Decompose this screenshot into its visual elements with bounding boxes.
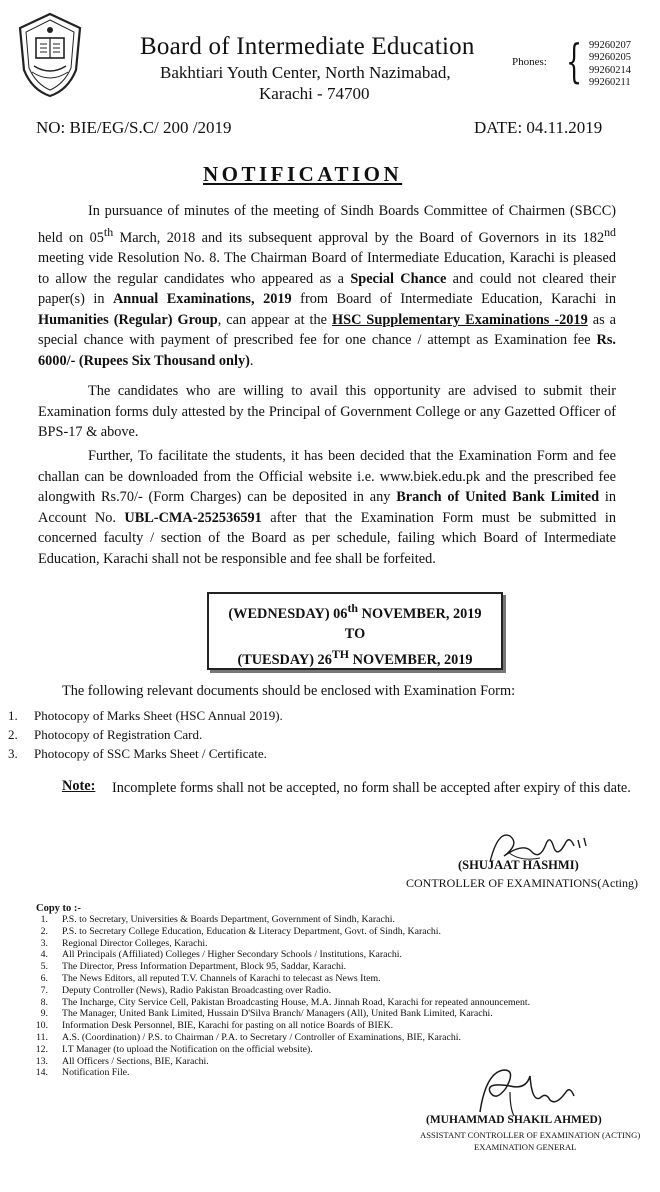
assistant-controller-name: (MUHAMMAD SHAKIL AHMED) [426, 1114, 602, 1126]
note-label: Note: [62, 778, 96, 794]
copy-recipient: All Principals (Affiliated) Colleges / Higher Secondary Schools / Institutions, Karachi. [62, 949, 402, 961]
p3-text: after that the Examination Form must be submitted in concerned faculty / section of the Board as per schedule, failing which Board of Intermediate Education, Karachi shall not be responsible and fee shall be forfeited. [38, 509, 616, 567]
list-item: 6. The News Editors, all reputed T.V. Channels of Karachi to telecast as News Item. [40, 972, 381, 984]
list-item: 12. I.T Manager (to upload the Notification on the official website). [35, 1043, 313, 1055]
controller-name: (SHUJAAT HASHMI) [458, 858, 579, 872]
assistant-controller-title: ASSISTANT CONTROLLER OF EXAMINATION (ACTING) [420, 1130, 641, 1140]
p1-bold: Special Chance [350, 270, 447, 287]
paragraph-2 [38, 381, 616, 443]
phone-number: 99260211 [589, 77, 631, 89]
documents-list [8, 706, 508, 763]
controller-title: CONTROLLER OF EXAMINATIONS(Acting) [406, 876, 638, 890]
p2-text: The candidates who are willing to avail this opportunity are advised to submit their Examination forms duly attested by the Principal of Government College or any Gazetted Officer of BPS-17 & above. [38, 383, 616, 441]
schedule-end-sup: TH [331, 646, 350, 661]
copy-recipient: Notification File. [62, 1067, 130, 1079]
schedule-start-month: NOVEMBER, 2019 [358, 605, 482, 622]
document-item: Photocopy of SSC Marks Sheet / Certificate. [34, 746, 267, 761]
p1-sup: nd [604, 224, 616, 239]
org-address-line1: Bakhtiari Youth Center, North Nazimabad, [160, 63, 451, 82]
paragraph-3 [38, 446, 616, 570]
list-item: 13. All Officers / Sections, BIE, Karachi. [35, 1055, 209, 1067]
phone-number: 99260214 [589, 64, 631, 76]
copy-recipient: A.S. (Coordination) / P.S. to Chairman / P.A. to Secretary / Controller of Examinations, BIE, Karachi. [62, 1031, 461, 1043]
note-text: Incomplete forms shall not be accepted, no form shall be accepted after expiry of this date. [112, 780, 631, 796]
copy-recipient: The Manager, United Bank Limited, Hussain D'Silva Branch/ Managers (All), United Bank Limited, Karachi. [62, 1008, 493, 1020]
copy-recipient: The Incharge, City Service Cell, Pakistan Broadcasting House, M.A. Jinnah Road, Karachi for repeated announcement. [62, 996, 531, 1008]
schedule-start-day: (WEDNESDAY) 06 [228, 605, 348, 622]
schedule-to: TO [344, 625, 366, 642]
p1-text: meeting vide Resolution No. 8. The Chairman Board of Intermediate Education, Karachi is pleased to allow the regular candidates who appeared as a [38, 249, 616, 287]
phone-list [589, 40, 631, 90]
list-item: 1. P.S. to Secretary, Universities & Boards Department, Government of Sindh, Karachi. [40, 914, 395, 925]
copy-recipient: P.S. to Secretary, Universities & Boards Department, Government of Sindh, Karachi. [62, 914, 395, 925]
reference-number: NO: BIE/EG/S.C/ 200 /2019 [36, 118, 232, 137]
schedule-end [209, 644, 501, 670]
documents-lead: The following relevant documents should be enclosed with Examination Form: [62, 683, 516, 699]
p1-text: and could not cleared their paper(s) in [38, 270, 616, 308]
p1-text: In pursuance of minutes of the meeting of Sindh Boards Committee of Chairmen (SBCC) held on 05 [38, 203, 616, 246]
list-item: 3. Photocopy of SSC Marks Sheet / Certificate. [8, 746, 267, 761]
list-item: 4. All Principals (Affiliated) Colleges / Higher Secondary Schools / Institutions, Karachi. [40, 949, 402, 961]
assistant-controller-signature [470, 1062, 580, 1120]
document-item: Photocopy of Registration Card. [34, 727, 203, 742]
p3-text: Further, To facilitate the students, it has been decided that the Examination Form and fee challan can be downloaded from the Official website i.e. www.biek.edu.pk and the prescribed fee alongwith Rs.70/- (Form Charges) can be deposited in any [38, 448, 616, 506]
p1-text: March, 2018 and its subsequent approval by the Board of Governors in its 182 [113, 229, 605, 246]
list-item: 11. A.S. (Coordination) / P.S. to Chairman / P.A. to Secretary / Controller of Examinations, BIE, Karachi. [36, 1031, 461, 1043]
p1-bold: Rs. 6000/- (Rupees Six Thousand only) [38, 332, 616, 369]
p1-bold-underlined: HSC Supplementary Examinations -2019 [332, 311, 588, 328]
copy-recipient: Information Desk Personnel, BIE, Karachi for pasting on all notice Boards of BIEK. [62, 1020, 394, 1032]
list-item: 8. The Incharge, City Service Cell, Pakistan Broadcasting House, M.A. Jinnah Road, Karachi for repeated announcement. [40, 996, 531, 1008]
copy-recipient: Regional Director Colleges, Karachi. [62, 937, 208, 949]
copy-recipient: P.S. to Secretary College Education, Education & Literacy Department, Govt. of Sindh, Karachi. [62, 925, 441, 937]
p1-text: as a special chance with payment of prescribed fee for one chance / attempt as Examination fee [38, 311, 616, 349]
p1-text: . [249, 352, 254, 369]
list-item: 14. Notification File. [35, 1067, 130, 1079]
assistant-controller-department: EXAMINATION GENERAL [474, 1142, 577, 1152]
phones-brace: { [566, 34, 583, 88]
list-item: 1. Photocopy of Marks Sheet (HSC Annual 2019). [8, 708, 283, 723]
p1-bold: Humanities (Regular) Group [38, 311, 218, 328]
schedule-start [209, 598, 501, 624]
p3-text: in Account No. [38, 489, 617, 526]
copy-to-label: Copy to :- [36, 903, 81, 914]
board-seal-logo [14, 10, 86, 98]
schedule-end-day: (TUESDAY) 26 [237, 651, 332, 668]
copy-recipient: I.T Manager (to upload the Notification on the official website). [62, 1043, 313, 1055]
list-item: 5. The Director, Press Information Department, Block 95, Saddar, Karachi. [40, 961, 347, 973]
copy-recipient: The Director, Press Information Department, Block 95, Saddar, Karachi. [62, 961, 347, 973]
p1-sup: th [103, 224, 114, 239]
phone-number: 99260205 [589, 52, 631, 64]
list-item: 2. Photocopy of Registration Card. [8, 727, 203, 742]
phones-label: Phones: [512, 56, 547, 68]
p1-text: , can appear at the [217, 311, 333, 328]
list-item: 9. The Manager, United Bank Limited, Hussain D'Silva Branch/ Managers (All), United Bank Limited, Karachi. [40, 1008, 493, 1020]
copy-recipient: The News Editors, all reputed T.V. Channels of Karachi to telecast as News Item. [62, 972, 381, 984]
schedule-start-sup: th [347, 601, 359, 615]
copy-recipient: Deputy Controller (News), Radio Pakistan Broadcasting over Radio. [62, 984, 332, 996]
paragraph-1 [38, 201, 616, 372]
list-item: 10. Information Desk Personnel, BIE, Karachi for pasting on all notice Boards of BIEK. [35, 1020, 394, 1032]
org-address-line2: Karachi - 74700 [259, 84, 370, 103]
p3-bold: Branch of United Bank Limited [396, 489, 600, 506]
phone-number: 99260207 [589, 40, 631, 51]
issue-date: DATE: 04.11.2019 [474, 118, 603, 137]
copy-to-list [28, 914, 638, 1079]
list-item: 7. Deputy Controller (News), Radio Pakistan Broadcasting over Radio. [40, 984, 332, 996]
list-item: 2. P.S. to Secretary College Education, Education & Literacy Department, Govt. of Sindh, Karachi. [40, 925, 441, 937]
list-item: 3. Regional Director Colleges, Karachi. [40, 937, 208, 949]
schedule-end-month: NOVEMBER, 2019 [349, 651, 473, 668]
schedule-box [207, 592, 503, 670]
copy-recipient: All Officers / Sections, BIE, Karachi. [62, 1055, 209, 1067]
notification-title: NOTIFICATION [203, 162, 403, 186]
p3-bold: UBL-CMA-252536591 [124, 509, 262, 526]
document-item: Photocopy of Marks Sheet (HSC Annual 2019). [34, 708, 283, 723]
org-name: Board of Intermediate Education [140, 33, 475, 60]
p1-bold: Annual Examinations, 2019 [112, 291, 292, 308]
p1-text: from Board of Intermediate Education, Karachi in [291, 291, 616, 308]
